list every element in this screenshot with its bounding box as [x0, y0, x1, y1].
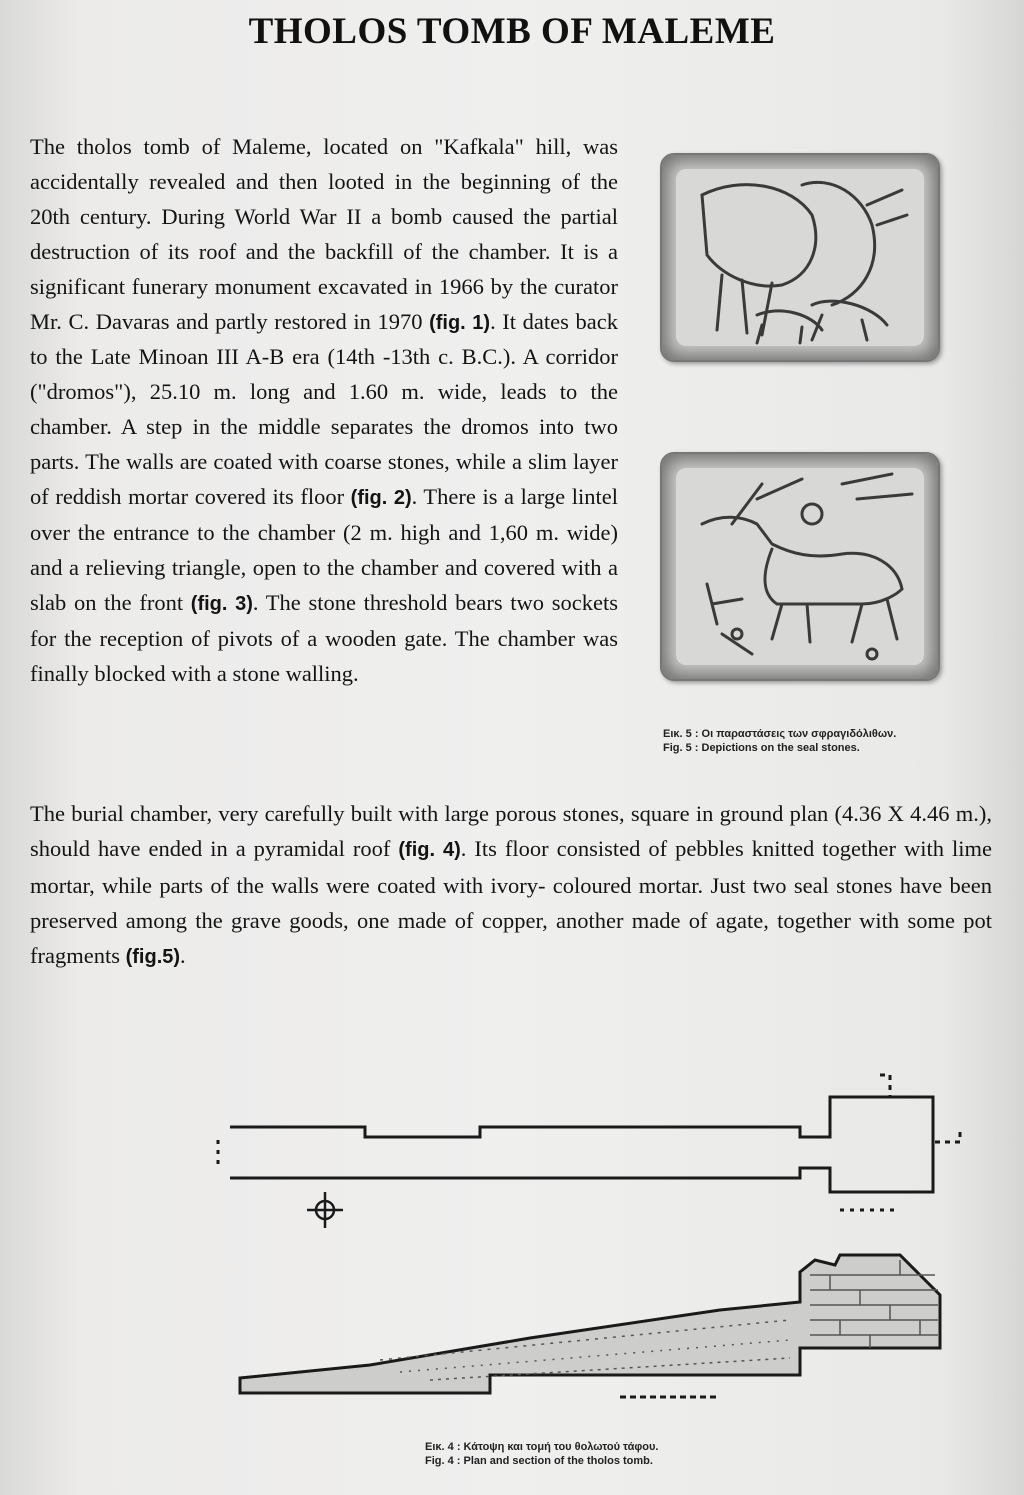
fig-5-caption: [663, 727, 896, 755]
fig-2-reference: (fig. 2): [350, 487, 412, 510]
tomb-ground-plan: [218, 1075, 960, 1210]
intro-text-1: The tholos tomb of Maleme, located on "Kafkala" hill, was accidentally revealed and then looted in the beginning of the 20th century. During World War II a bomb caused the partial destruction of its roof and the backfill of the chamber. It is a significant funerary monument excavated in 1966 by the curator Mr. C. Davaras and partly restored in 1970: [30, 134, 618, 334]
north-arrow-icon: [307, 1192, 343, 1228]
intro-text-4: . The stone threshold bears two sockets for the reception of pivots of a wooden gate. The chamber was finally blocked with a stone walling.: [30, 589, 618, 686]
cont-text-2: . Its floor consisted of pebbles knitted together with lime mortar, while parts of the walls were coated with ivory- coloured mortar. Just two seal stones have been preserved among the grave goods, one made of copper, another made of agate, together with some pot fragments: [30, 836, 992, 968]
seal-stone-2-image: [660, 452, 940, 681]
seal-stone-1-image: [660, 153, 940, 362]
fig-1-reference: (fig. 1): [429, 311, 491, 334]
fig-4-reference: (fig. 4): [398, 839, 461, 861]
intro-text-3: . There is a large lintel over the entrance to the chamber (2 m. high and 1,60 m. wide) and a relieving triangle, open to the chamber and covered with a slab on the front: [30, 484, 618, 615]
seal-stone-1-relief: [662, 155, 938, 360]
tomb-section-profile: [235, 1255, 940, 1410]
intro-text-2: . It dates back to the Late Minoan III A-B era (14th -13th c. B.C.). A corridor ("dromos"), 25.10 m. long and 1.60 m. wide, leads to the chamber. A step in the middle separates the dromos into two parts. The walls are coated with coarse stones, while a slim layer of reddish mortar covered its floor: [30, 308, 618, 510]
burial-chamber-paragraph: [30, 796, 992, 975]
intro-paragraph: [30, 130, 618, 692]
cont-text-3: .: [180, 943, 186, 968]
fig-4-caption-english: Fig. 4 : Plan and section of the tholos tomb.: [425, 1455, 653, 1467]
fig-5-caption-greek: Εικ. 5 : Οι παραστάσεις των σφραγιδόλιθων.: [663, 728, 897, 740]
fig-5-caption-english: Fig. 5 : Depictions on the seal stones.: [663, 742, 860, 754]
fig-4-caption: [425, 1440, 658, 1468]
fig-5-reference: (fig.5): [125, 946, 181, 968]
cont-text-1: The burial chamber, very carefully built with large porous stones, square in ground plan (4.36 X 4.46 m.), should have ended in a pyramidal roof: [30, 801, 992, 861]
page-title: THOLOS TOMB OF MALEME: [248, 11, 776, 52]
fig-4-caption-greek: Εικ. 4 : Κάτοψη και τομή του θολωτού τάφου.: [425, 1441, 659, 1453]
fig-3-reference: (fig. 3): [190, 592, 253, 615]
seal-stone-2-relief: [662, 454, 938, 679]
tomb-plan-and-section-drawing: [200, 1060, 980, 1410]
